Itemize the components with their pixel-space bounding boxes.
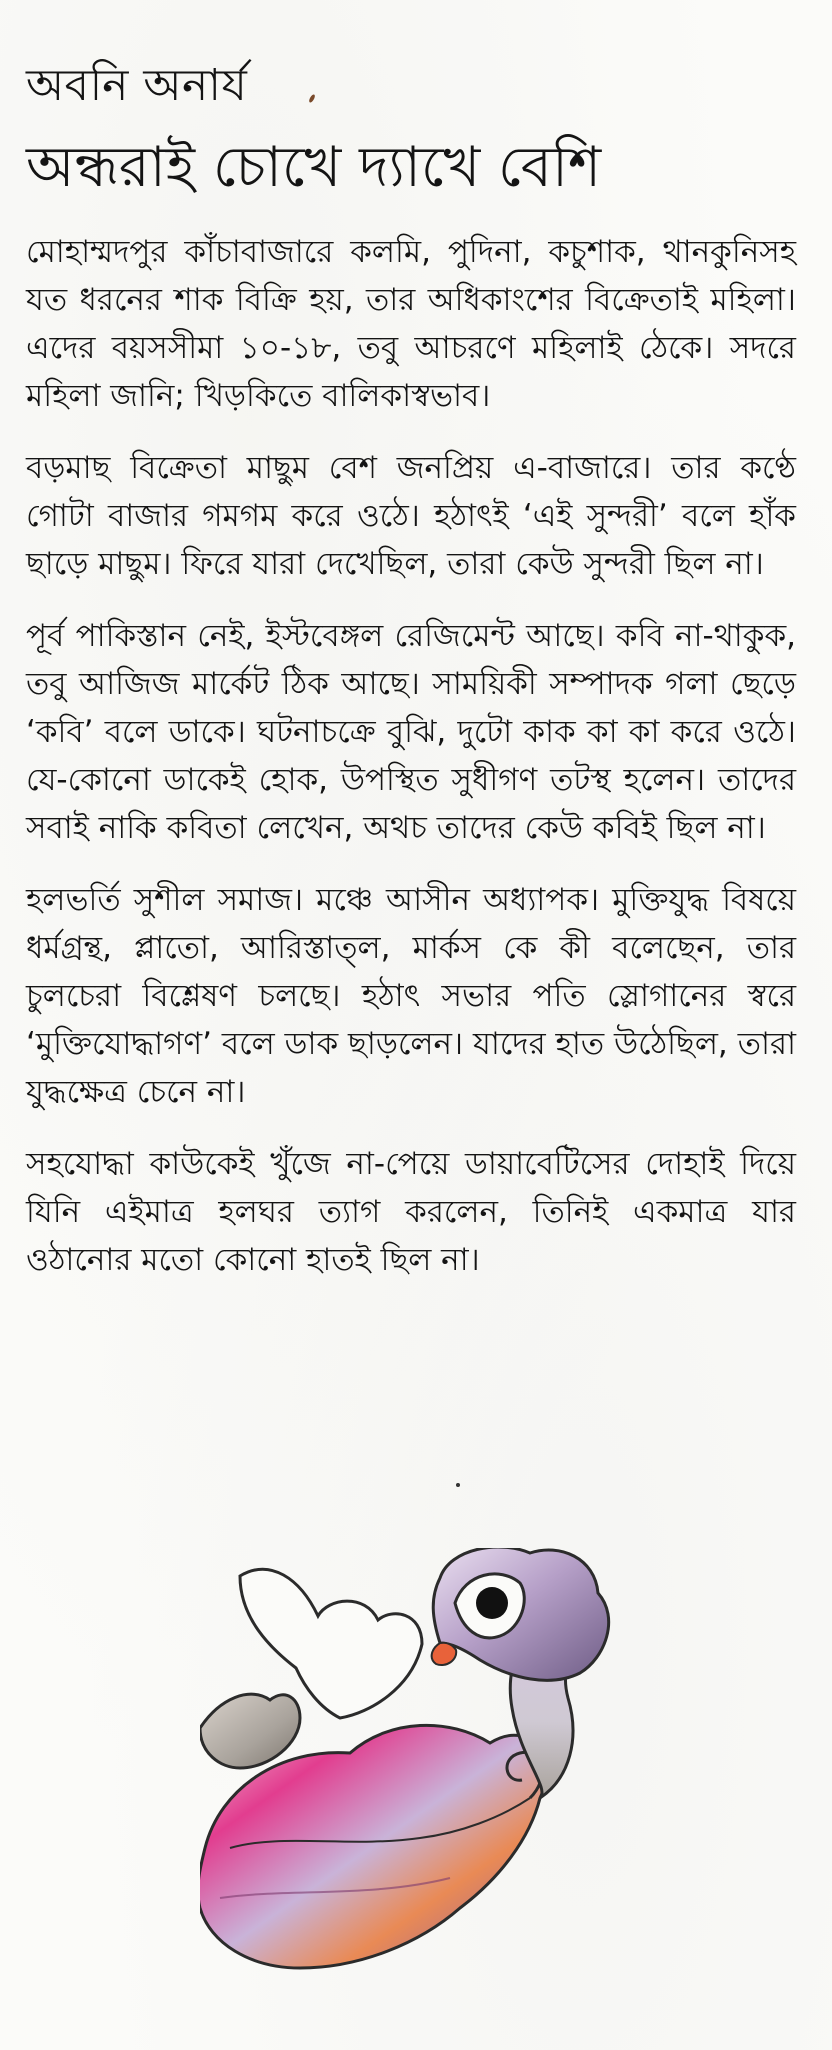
ink-speck [308, 94, 316, 104]
article-paragraph: পূর্ব পাকিস্তান নেই, ইস্টবেঙ্গল রেজিমেন্ট আছে। কবি না-থাকুক, তবু আজিজ মার্কেট ঠিক আছে। সাময়িকী সম্পাদক গলা ছেড়ে ‘কবি’ বলে ডাকে। ঘটনাচক্রে বুঝি, দুটো কাক কা কা করে ওঠে। যে-কোনো ডাকেই হোক, উপস্থিত সুধীগণ তটস্থ হলেন। তাদের সবাই নাকি কবিতা লেখেন, অথচ তাদের কেউ কবিই ছিল না। [26, 618, 796, 846]
ink-speck [456, 1483, 460, 1487]
article-paragraph: মোহাম্মদপুর কাঁচাবাজারে কলমি, পুদিনা, কচুশাক, থানকুনিসহ যত ধরনের শাক বিক্রি হয়, তার অধিকাংশের বিক্রেতাই মহিলা। এদের বয়সসীমা ১০-১৮, তবু আচরণে মহিলাই ঠেকে। সদরে মহিলা জানি; খিড়কিতে বালিকাস্বভাব। [26, 234, 796, 414]
author-name: অবনি অনার্য [26, 60, 248, 111]
article-body [26, 228, 796, 1308]
article-paragraph: হলভর্তি সুশীল সমাজ। মঞ্চে আসীন অধ্যাপক। মুক্তিযুদ্ধ বিষয়ে ধর্মগ্রন্থ, প্লাতো, আরিস্তাত্‌ল, মার্কস কে কী বলেছেন, তার চুলচেরা বিশ্লেষণ চলছে। হঠাৎ সভার পতি স্লোগানের স্বরে ‘মুক্তিযোদ্ধাগণ’ বলে ডাক ছাড়লেন। যাদের হাত উঠেছিল, তারা যুদ্ধক্ষেত্র চেনে না। [26, 882, 796, 1110]
bird-illustration-icon [200, 1548, 720, 2018]
article-title: অন্ধরাই চোখে দ্যাখে বেশি [26, 135, 602, 200]
article-paragraph: সহযোদ্ধা কাউকেই খুঁজে না-পেয়ে ডায়াবেটিসের দোহাই দিয়ে যিনি এইমাত্র হলঘর ত্যাগ করলেন, তিনিই একমাত্র যার ওঠানোর মতো কোনো হাতই ছিল না। [26, 1146, 796, 1278]
article-paragraph: বড়মাছ বিক্রেতা মাছুম বেশ জনপ্রিয় এ-বাজারে। তার কণ্ঠে গোটা বাজার গমগম করে ওঠে। হঠাৎই ‘এই সুন্দরী’ বলে হাঁক ছাড়ে মাছুম। ফিরে যারা দেখেছিল, তারা কেউ সুন্দরী ছিল না। [26, 450, 796, 582]
